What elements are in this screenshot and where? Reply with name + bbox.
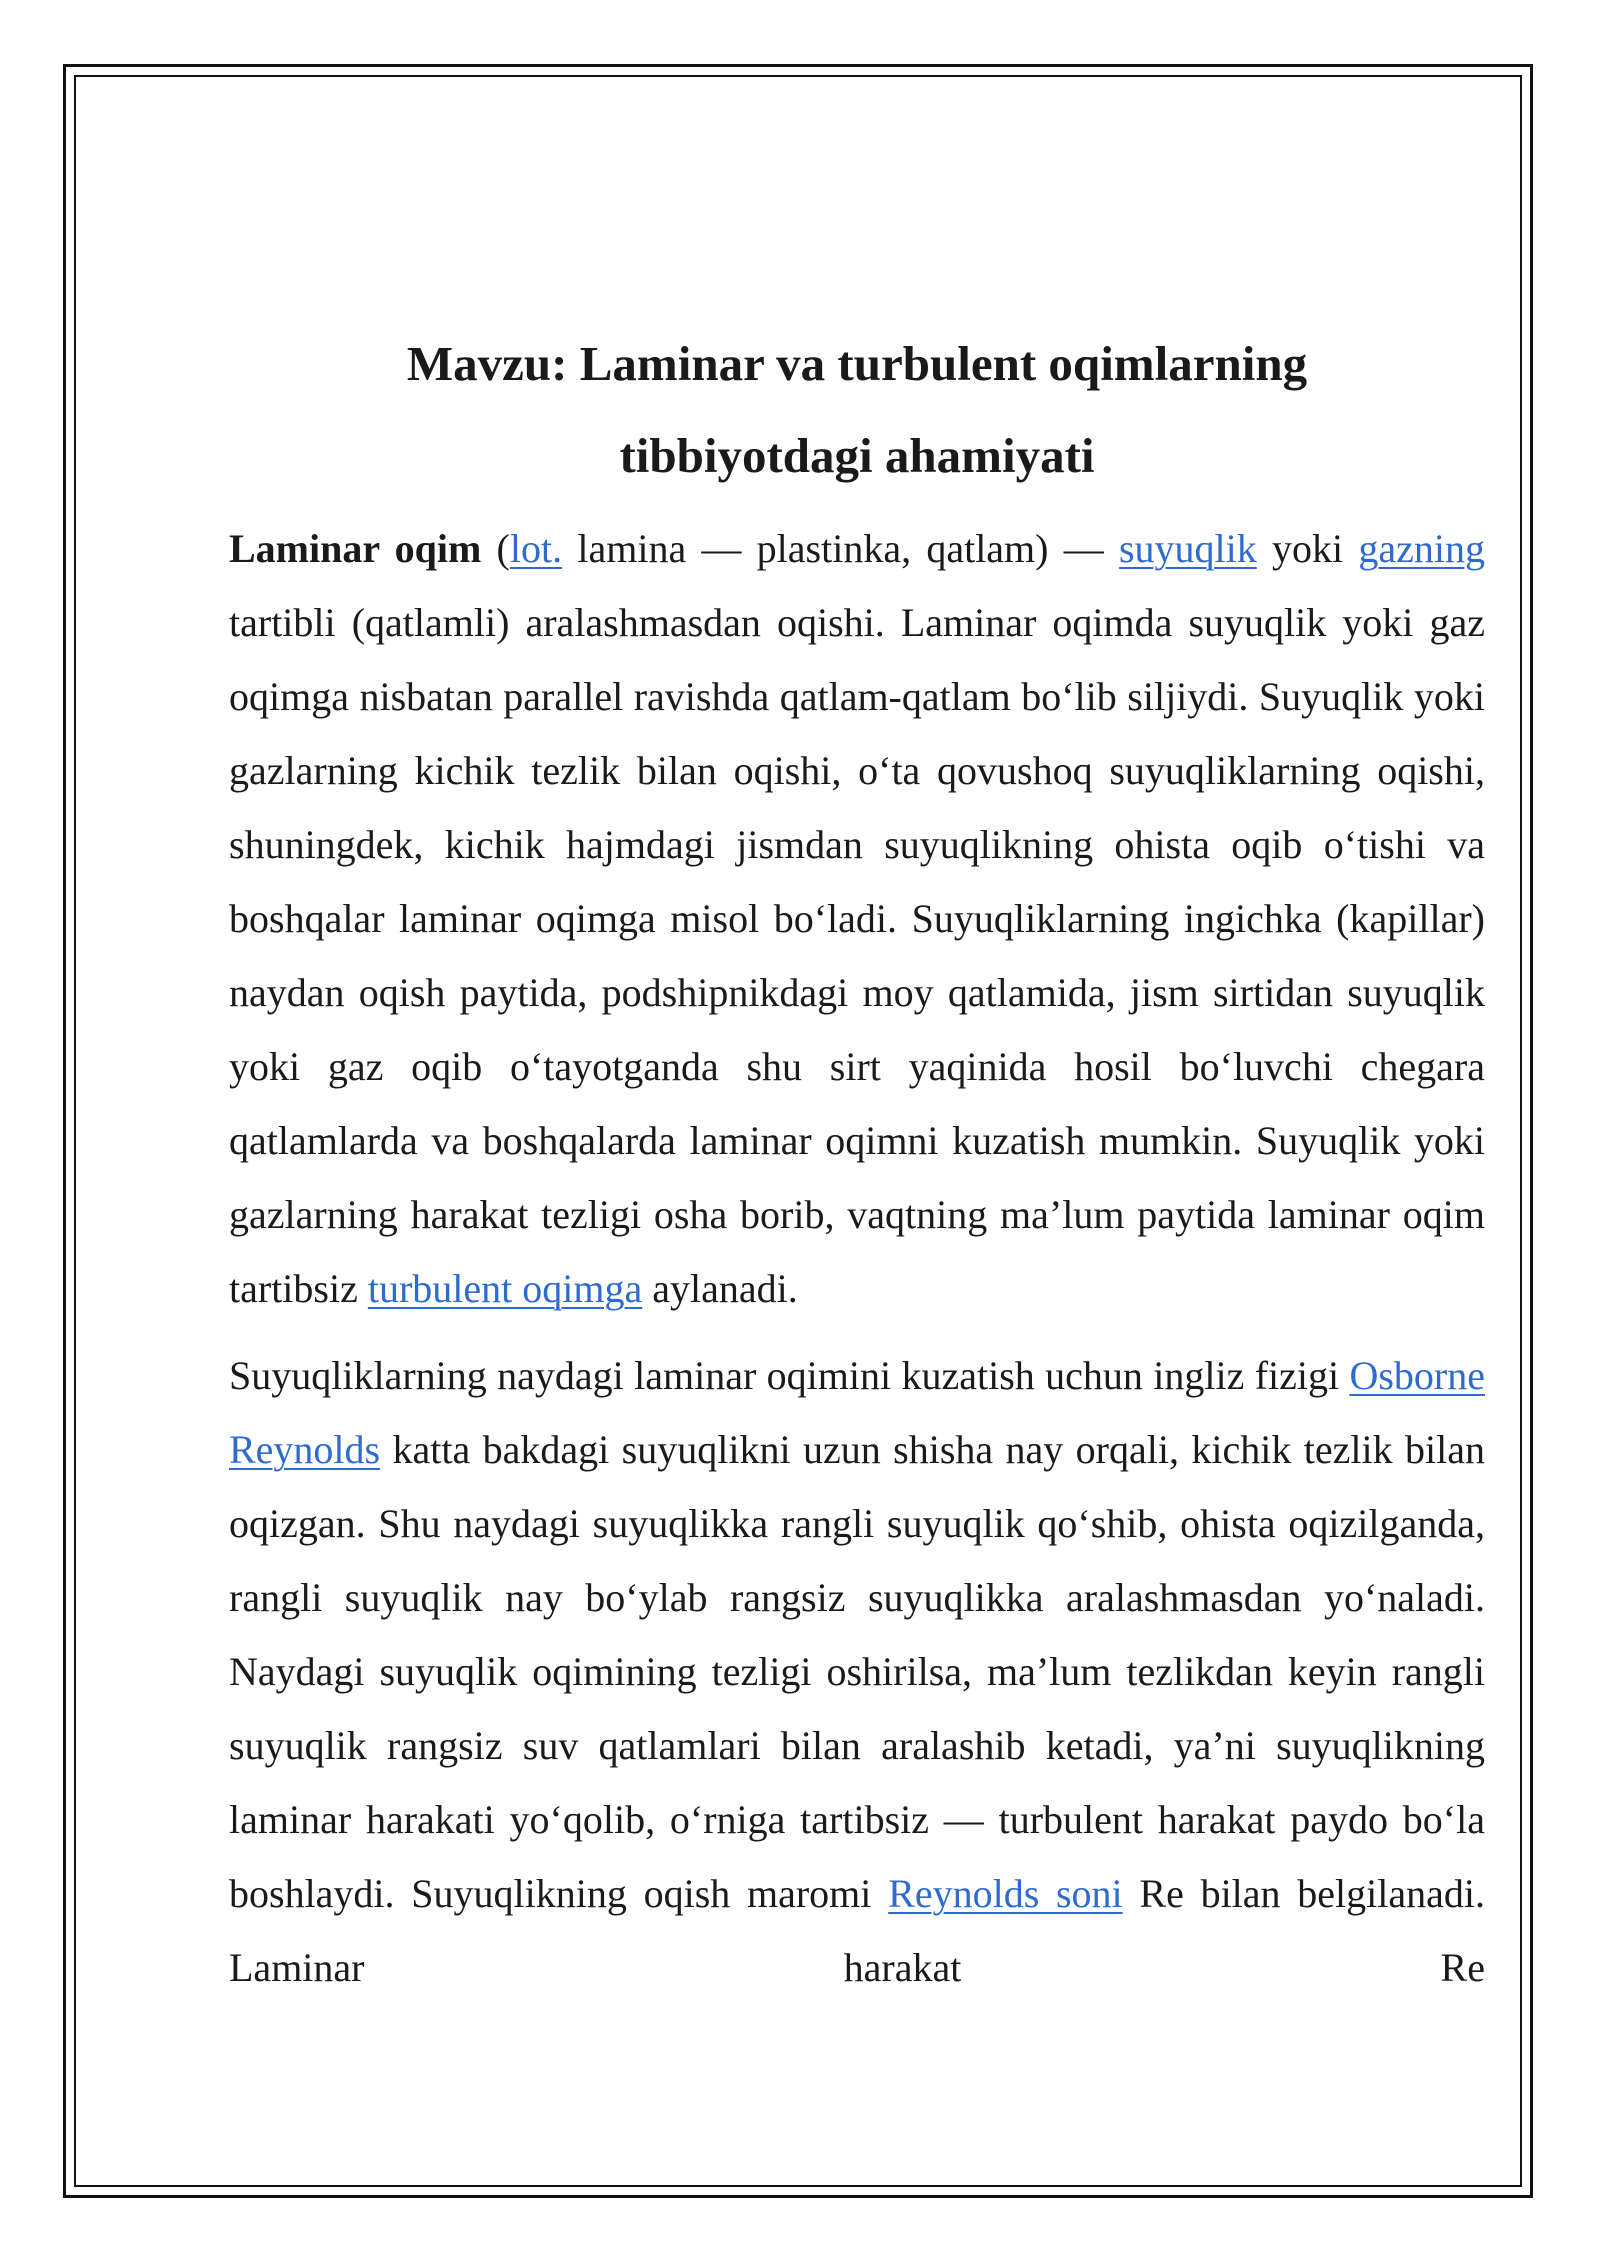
link-suyuqlik[interactable]: suyuqlik [1118,526,1257,571]
document-body [229,318,1485,2018]
title-line-2: tibbiyotdagi ahamiyati [619,428,1095,483]
link-turbulent-oqimga[interactable]: turbulent oqimga [367,1266,643,1311]
term-laminar-oqim: Laminar oqim [229,526,482,571]
document-title [229,318,1485,502]
link-reynolds-soni[interactable]: Reynolds soni [888,1871,1123,1916]
paragraph-reynolds-experiment [229,1339,1485,2005]
paragraph-text: katta bakdagi suyuqlikni uzun shisha nay orqali, kichik tezlik bilan oqizgan. Shu naydagi suyuqlikka rangli suyuqlik qo‘shib, ohista oqizilganda, rangli suyuqlik nay bo‘ylab rangsiz suyuqlikka aralashmasdan yo‘naladi. Naydagi suyuqlik oqimining tezligi oshirilsa, ma’lum tezlikdan keyin rangli suyuqlik rangsiz suv qatlamlari bilan aralashib ketadi, ya’ni suyuqlikning laminar harakati yo‘qolib, o‘rniga tartibsiz — turbulent harakat paydo bo‘la boshlaydi. Suyuqlikning oqish maromi [229,1427,1485,1916]
paragraph-text: tartibli (qatlamli) aralashmasdan oqishi. Laminar oqimda suyuqlik yoki gaz oqimga nisbatan parallel ravishda qatlam-qatlam bo‘lib siljiydi. Suyuqlik yoki gazlarning kichik tezlik bilan oqishi, o‘ta qovushoq suyuqliklarning oqishi, shuningdek, kichik hajmdagi jismdan suyuqlikning ohista oqib o‘tishi va boshqalar laminar oqimga misol bo‘ladi. Suyuqliklarning ingichka (kapillar) naydan oqish paytida, podshipnikdagi moy qatlamida, jism sirtidan suyuqlik yoki gaz oqib o‘tayotganda shu sirt yaqinida hosil bo‘luvchi chegara qatlamlarda va boshqalarda laminar oqimni kuzatish mumkin. Suyuqlik yoki gazlarning harakat tezligi osha borib, vaqtning ma’lum paytida laminar oqim tartibsiz [229,600,1485,1311]
link-osborne-reynolds[interactable]: Osborne Reynolds [229,1353,1485,1472]
paragraph-text: ( [481,526,510,571]
paragraph-text: Re bilan belgilanadi. Laminar harakat Re [229,1871,1485,1990]
link-gazning[interactable]: gazning [1358,526,1485,571]
paragraph-text: lamina — plastinka, qatlam) — [562,526,1119,571]
link-lot[interactable]: lot. [509,526,563,571]
paragraph-laminar-definition [229,512,1485,1326]
paragraph-text: Suyuqliklarning naydagi laminar oqimini kuzatish uchun ingliz fizigi [229,1353,1350,1398]
paragraph-text: aylanadi. [642,1266,798,1311]
paragraph-text: yoki [1256,526,1359,571]
title-line-1: Mavzu: Laminar va turbulent oqimlarning [406,336,1308,391]
